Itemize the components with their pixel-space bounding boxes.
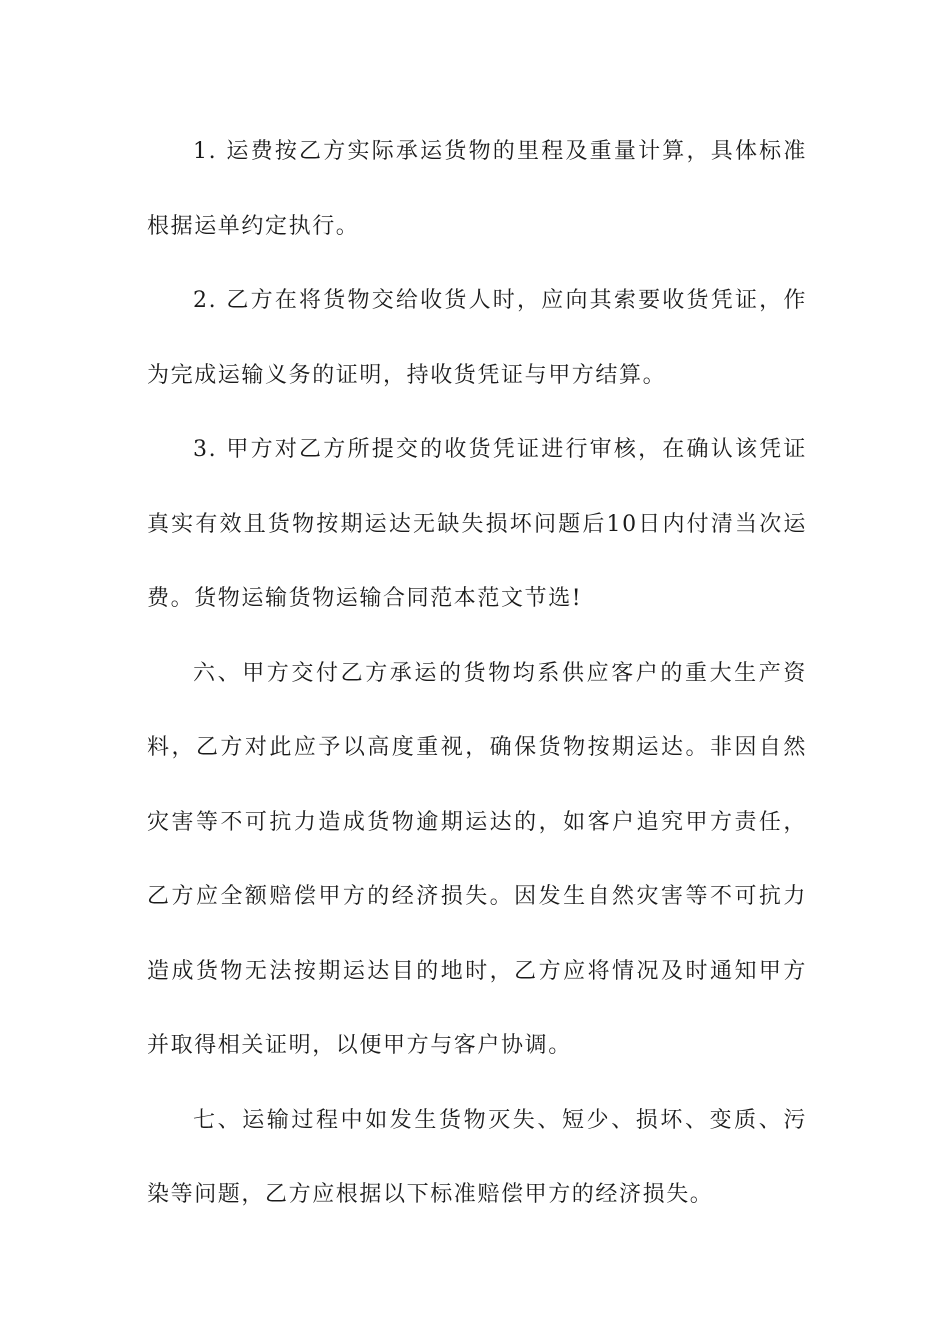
paragraph-4-line-6: 并取得相关证明，以便甲方与客户协调。: [147, 1033, 572, 1058]
paragraph-2-line-2: 为完成运输义务的证明，持收货凭证与甲方结算。: [147, 362, 667, 388]
paragraph-4-line-2: 料，乙方对此应予以高度重视，确保货物按期运达。非因自然: [147, 735, 807, 760]
paragraph-4-line-5: 造成货物无法按期运达目的地时，乙方应将情况及时通知甲方: [147, 958, 807, 984]
paragraph-1-line-2: 根据运单约定执行。: [147, 213, 360, 239]
paragraph-4-line-3: 灾害等不可抗力造成货物逾期运达的，如客户追究甲方责任，: [147, 809, 807, 835]
paragraph-3-line-1: 3. 甲方对乙方所提交的收货凭证进行审核，在确认该凭证: [193, 437, 807, 462]
paragraph-1-line-1: 1. 运费按乙方实际承运货物的里程及重量计算，具体标准: [193, 139, 807, 164]
paragraph-4-line-1: 六、甲方交付乙方承运的货物均系供应客户的重大生产资: [193, 660, 807, 686]
paragraph-3-line-3: 费。货物运输货物运输合同范本范文节选!: [147, 586, 583, 611]
paragraph-5-line-2: 染等问题，乙方应根据以下标准赔偿甲方的经济损失。: [147, 1182, 714, 1207]
document-body: [147, 122, 807, 1240]
paragraph-2-line-1: 2. 乙方在将货物交给收货人时，应向其索要收货凭证，作: [193, 288, 807, 313]
paragraph-3-line-2: 真实有效且货物按期运达无缺失损坏问题后10日内付清当次运: [147, 511, 807, 537]
paragraph-4-line-4: 乙方应全额赔偿甲方的经济损失。因发生自然灾害等不可抗力: [147, 884, 807, 909]
paragraph-5-line-1: 七、运输过程中如发生货物灭失、短少、损坏、变质、污: [193, 1107, 807, 1133]
